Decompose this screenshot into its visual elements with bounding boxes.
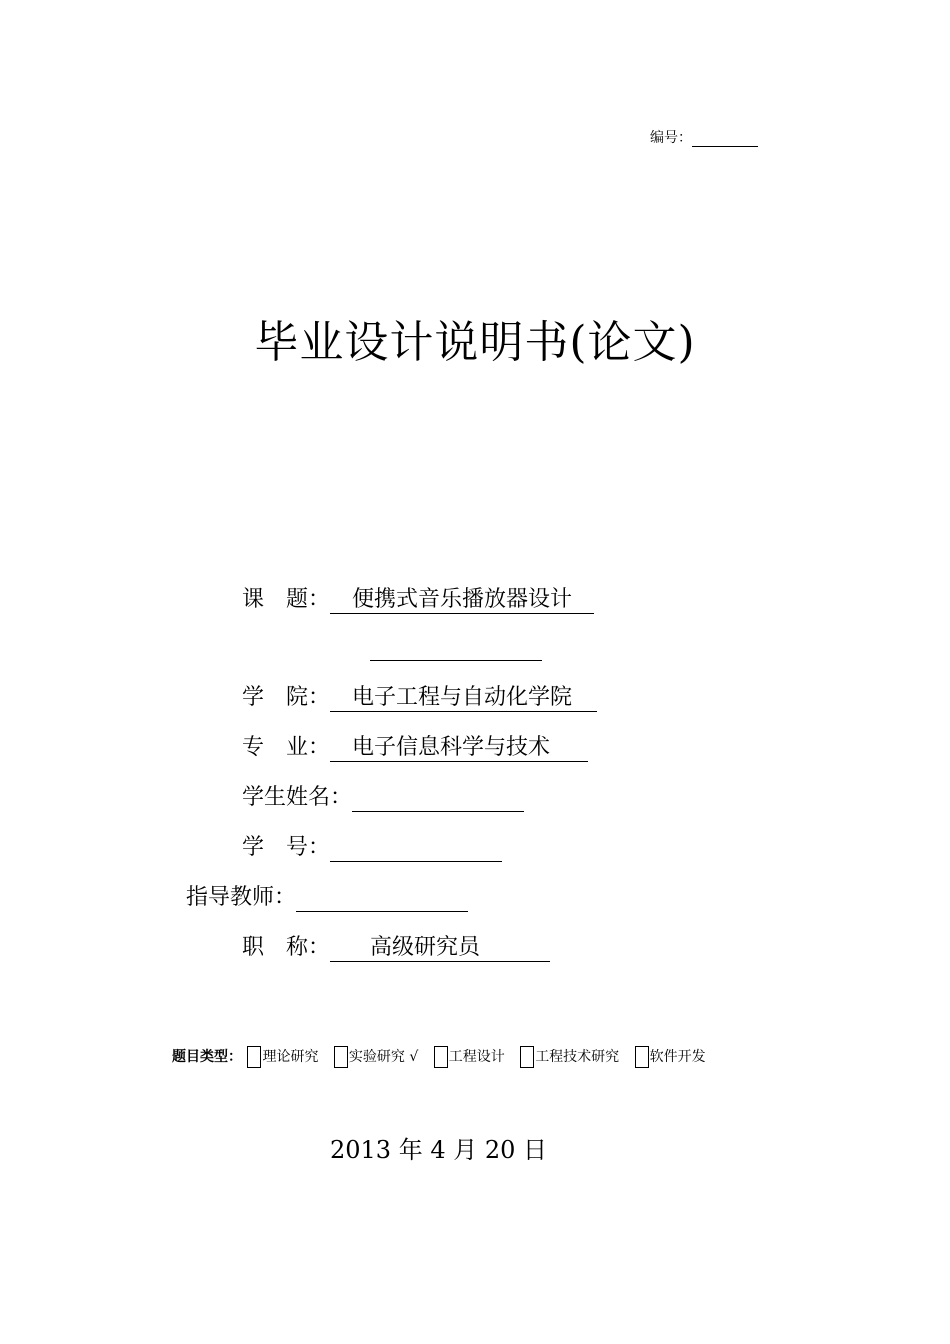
checkbox-software[interactable] (635, 1046, 649, 1068)
option-engineering-design[interactable] (433, 1046, 505, 1068)
option-software[interactable] (634, 1046, 706, 1068)
student-name-label: 学生姓名： (242, 785, 353, 810)
advisor-row (186, 884, 468, 912)
student-id-row (242, 834, 502, 862)
date: 2013 年 4 月 20 日 (330, 1136, 548, 1164)
college-label: 学 院： (242, 685, 331, 710)
major-value[interactable]: 电子信息科学与技术 (330, 735, 588, 762)
major-label: 专 业： (242, 735, 331, 760)
student-id-value[interactable] (330, 835, 502, 862)
option-engineering-design-label: 工程设计 (448, 1049, 505, 1065)
topic-value[interactable]: 便携式音乐播放器设计 (330, 587, 594, 614)
option-software-label: 软件开发 (649, 1049, 706, 1065)
page-title: 毕业设计说明书(论文) (254, 317, 696, 368)
college-value[interactable]: 电子工程与自动化学院 (330, 685, 597, 712)
check-mark-icon: √ (409, 1049, 419, 1065)
topic-row (242, 586, 594, 614)
student-name-row (242, 784, 524, 812)
student-id-label: 学 号： (242, 835, 331, 860)
option-theory[interactable] (246, 1046, 318, 1068)
advisor-value[interactable] (296, 885, 468, 912)
option-experiment-label: 实验研究 (348, 1049, 405, 1065)
advisor-label: 指导教师： (186, 885, 297, 910)
topic-value-line2[interactable] (370, 634, 542, 661)
major-row (242, 734, 588, 762)
serial-value[interactable] (692, 130, 758, 147)
title-rank-row (242, 934, 550, 962)
checkbox-engineering-tech[interactable] (520, 1046, 534, 1068)
topic-label: 课 题： (242, 587, 331, 612)
student-name-value[interactable] (352, 785, 524, 812)
topic-type-label: 题目类型： (172, 1049, 242, 1065)
checkbox-theory[interactable] (247, 1046, 261, 1068)
checkbox-engineering-design[interactable] (434, 1046, 448, 1068)
option-theory-label: 理论研究 (262, 1049, 319, 1065)
college-row (242, 684, 597, 712)
option-engineering-tech[interactable] (519, 1046, 619, 1068)
title-rank-value[interactable]: 高级研究员 (330, 935, 550, 962)
option-experiment[interactable] (333, 1046, 418, 1068)
topic-row-continued (370, 634, 542, 669)
option-engineering-tech-label: 工程技术研究 (535, 1049, 620, 1065)
serial-label: 编号： (650, 130, 692, 146)
topic-type-row (172, 1046, 716, 1068)
checkbox-experiment[interactable] (334, 1046, 348, 1068)
serial-number (650, 127, 758, 147)
title-rank-label: 职 称： (242, 935, 331, 960)
